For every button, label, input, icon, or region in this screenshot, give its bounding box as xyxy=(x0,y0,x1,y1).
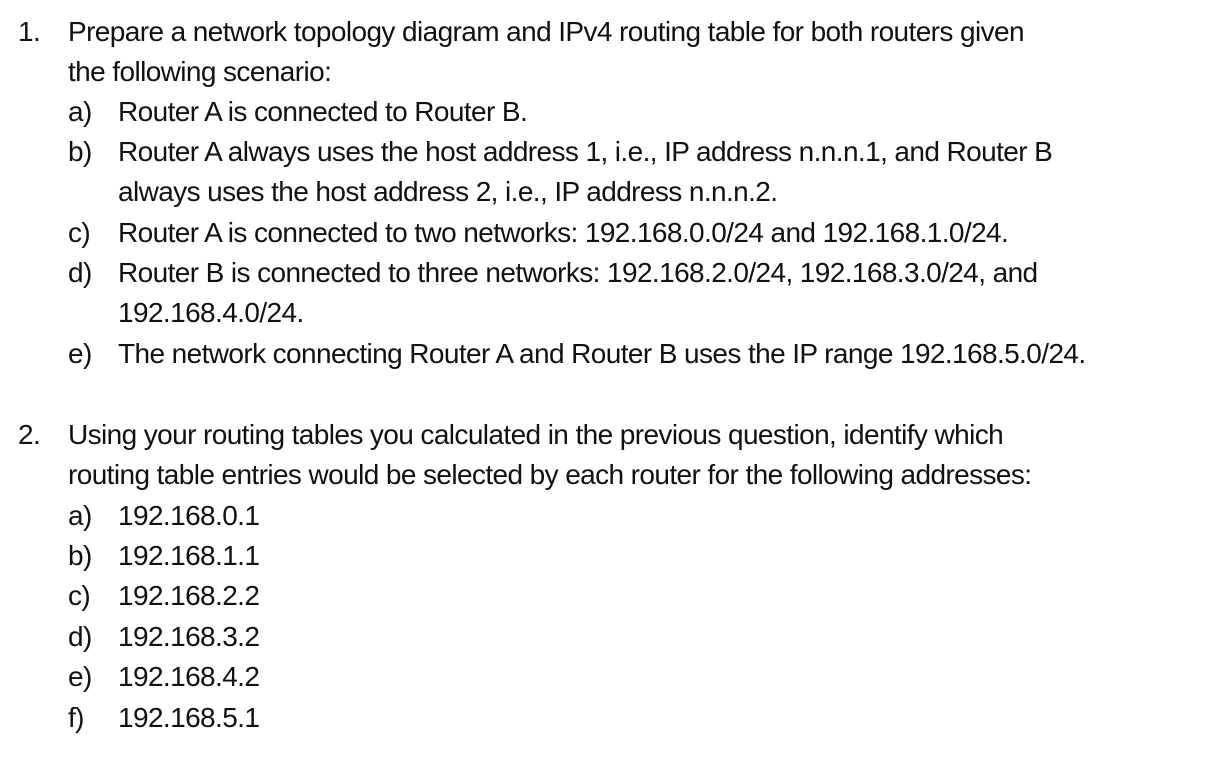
question-text-line: routing table entries would be selected by each router for the following addresses: xyxy=(68,459,1032,490)
item-text-line: Router A always uses the host address 1, i.e., IP address n.n.n.1, and Router B xyxy=(118,136,1053,167)
item-letter: e) xyxy=(68,661,92,692)
question-text-line: Prepare a network topology diagram and IPv4 routing table for both routers given xyxy=(68,16,1024,47)
item-letter: c) xyxy=(68,217,91,248)
question-number: 2. xyxy=(18,419,41,450)
address-item: 192.168.2.2 xyxy=(118,580,260,611)
item-text-line: Router A is connected to two networks: 192.168.0.0/24 and 192.168.1.0/24. xyxy=(118,217,1009,248)
question-number: 1. xyxy=(18,16,41,47)
address-item: 192.168.3.2 xyxy=(118,621,260,652)
item-letter: b) xyxy=(68,540,92,571)
item-letter: d) xyxy=(68,257,92,288)
item-letter: e) xyxy=(68,338,92,369)
item-text-line: The network connecting Router A and Router B uses the IP range 192.168.5.0/24. xyxy=(118,338,1086,369)
item-text-line: Router B is connected to three networks: 192.168.2.0/24, 192.168.3.0/24, and xyxy=(118,257,1038,288)
item-text-line: 192.168.4.0/24. xyxy=(118,297,304,328)
address-item: 192.168.5.1 xyxy=(118,702,260,733)
item-letter: b) xyxy=(68,136,92,167)
item-letter: a) xyxy=(68,500,92,531)
item-letter: f) xyxy=(68,702,84,733)
address-item: 192.168.0.1 xyxy=(118,500,260,531)
item-letter: d) xyxy=(68,621,92,652)
question-text-line: the following scenario: xyxy=(68,56,332,87)
address-item: 192.168.1.1 xyxy=(118,540,260,571)
item-text-line: always uses the host address 2, i.e., IP address n.n.n.2. xyxy=(118,176,778,207)
address-item: 192.168.4.2 xyxy=(118,661,260,692)
item-letter: a) xyxy=(68,96,92,127)
item-letter: c) xyxy=(68,580,91,611)
question-text-line: Using your routing tables you calculated in the previous question, identify which xyxy=(68,419,1004,450)
item-text-line: Router A is connected to Router B. xyxy=(118,96,528,127)
